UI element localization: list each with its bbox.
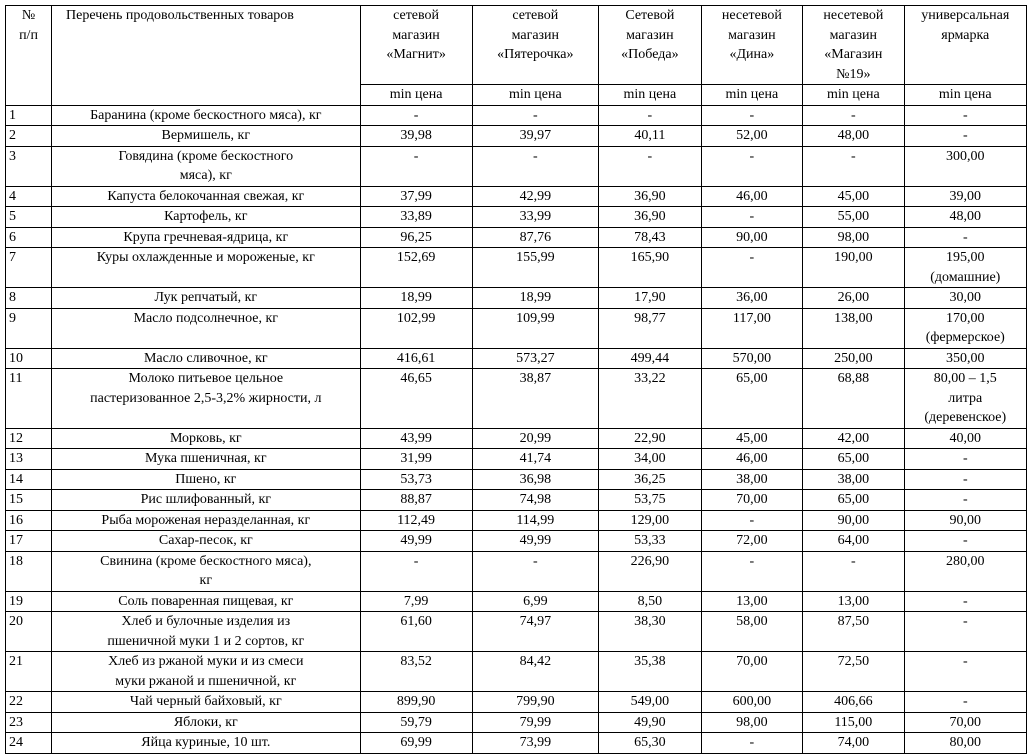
table-row	[6, 692, 1027, 713]
price-cell: 13,00	[701, 591, 802, 612]
price-cell: 48,00	[904, 207, 1026, 228]
price-cell: 78,43	[599, 227, 702, 248]
row-number: 8	[6, 288, 52, 309]
price-cell: 42,00	[803, 428, 904, 449]
table-row	[6, 308, 1027, 348]
price-cell: -	[904, 692, 1026, 713]
table-row	[6, 428, 1027, 449]
price-cell: -	[904, 531, 1026, 552]
price-cell: -	[803, 105, 904, 126]
price-cell: 84,42	[472, 652, 599, 692]
price-cell: -	[472, 551, 599, 591]
price-cell: 74,00	[803, 733, 904, 754]
price-cell: -	[599, 146, 702, 186]
product-name: Картофель, кг	[52, 207, 361, 228]
price-cell: -	[904, 469, 1026, 490]
price-cell: 129,00	[599, 510, 702, 531]
price-cell: 33,99	[472, 207, 599, 228]
price-cell: 31,99	[360, 449, 472, 470]
table-row	[6, 510, 1027, 531]
table-row	[6, 186, 1027, 207]
price-cell: 190,00	[803, 248, 904, 288]
row-number: 1	[6, 105, 52, 126]
product-name: Рыба мороженая неразделанная, кг	[52, 510, 361, 531]
price-cell: 43,99	[360, 428, 472, 449]
price-cell: -	[472, 105, 599, 126]
row-number: 16	[6, 510, 52, 531]
row-number: 6	[6, 227, 52, 248]
price-cell: 35,38	[599, 652, 702, 692]
price-cell: -	[904, 490, 1026, 511]
price-cell: -	[904, 449, 1026, 470]
product-name: Лук репчатый, кг	[52, 288, 361, 309]
price-cell: 55,00	[803, 207, 904, 228]
price-cell: -	[360, 551, 472, 591]
price-cell: 45,00	[701, 428, 802, 449]
price-cell: 280,00	[904, 551, 1026, 591]
price-cell: 13,00	[803, 591, 904, 612]
table-row	[6, 591, 1027, 612]
price-cell: 38,87	[472, 369, 599, 429]
product-name: Яблоки, кг	[52, 712, 361, 733]
price-cell: 38,30	[599, 612, 702, 652]
table-row	[6, 348, 1027, 369]
price-cell: 36,90	[599, 207, 702, 228]
header-store-fair: универсальная ярмарка	[904, 6, 1026, 85]
price-cell: 49,99	[360, 531, 472, 552]
row-number: 13	[6, 449, 52, 470]
price-cell: 41,74	[472, 449, 599, 470]
price-cell: 58,00	[701, 612, 802, 652]
price-cell: 39,97	[472, 126, 599, 147]
row-number: 12	[6, 428, 52, 449]
price-cell: 37,99	[360, 186, 472, 207]
price-cell: 600,00	[701, 692, 802, 713]
price-cell: 39,98	[360, 126, 472, 147]
price-cell: 39,00	[904, 186, 1026, 207]
price-cell: -	[701, 105, 802, 126]
product-name: Хлеб из ржаной муки и из смеси муки ржаной и пшеничной, кг	[52, 652, 361, 692]
row-number: 5	[6, 207, 52, 228]
price-cell: -	[803, 146, 904, 186]
price-cell: 98,00	[803, 227, 904, 248]
price-cell: 18,99	[472, 288, 599, 309]
price-cell: 36,90	[599, 186, 702, 207]
price-cell: 74,98	[472, 490, 599, 511]
price-cell: 38,00	[701, 469, 802, 490]
row-number: 20	[6, 612, 52, 652]
price-cell: 83,52	[360, 652, 472, 692]
price-cell: 79,99	[472, 712, 599, 733]
price-cell: 49,99	[472, 531, 599, 552]
row-number: 18	[6, 551, 52, 591]
price-cell: -	[904, 612, 1026, 652]
price-cell: 65,00	[803, 449, 904, 470]
price-cell: 73,99	[472, 733, 599, 754]
price-cell: 69,99	[360, 733, 472, 754]
table-row	[6, 612, 1027, 652]
price-cell: 36,98	[472, 469, 599, 490]
product-name: Морковь, кг	[52, 428, 361, 449]
price-cell: 138,00	[803, 308, 904, 348]
price-cell: 74,97	[472, 612, 599, 652]
price-cell: 70,00	[904, 712, 1026, 733]
price-cell: 115,00	[803, 712, 904, 733]
price-cell: 46,00	[701, 449, 802, 470]
price-cell: 22,90	[599, 428, 702, 449]
price-cell: 30,00	[904, 288, 1026, 309]
subheader-min-price: min цена	[360, 85, 472, 106]
price-cell: 65,30	[599, 733, 702, 754]
table-row	[6, 207, 1027, 228]
price-cell: 350,00	[904, 348, 1026, 369]
price-cell: 170,00 (фермерское)	[904, 308, 1026, 348]
price-cell: 570,00	[701, 348, 802, 369]
product-name: Молоко питьевое цельное пастеризованное 2,5-3,2% жирности, л	[52, 369, 361, 429]
price-cell: -	[904, 105, 1026, 126]
price-cell: -	[360, 105, 472, 126]
price-cell: 33,89	[360, 207, 472, 228]
row-number: 2	[6, 126, 52, 147]
price-cell: -	[701, 733, 802, 754]
price-cell: -	[701, 551, 802, 591]
price-cell: 38,00	[803, 469, 904, 490]
price-cell: -	[472, 146, 599, 186]
price-cell: 80,00	[904, 733, 1026, 754]
price-cell: -	[904, 591, 1026, 612]
price-cell: 799,90	[472, 692, 599, 713]
row-number: 11	[6, 369, 52, 429]
header-store-pobeda: Сетевой магазин «Победа»	[599, 6, 702, 85]
subheader-min-price: min цена	[701, 85, 802, 106]
table-row	[6, 531, 1027, 552]
product-name: Масло подсолнечное, кг	[52, 308, 361, 348]
price-cell: 87,50	[803, 612, 904, 652]
price-table	[5, 5, 1027, 754]
row-number: 23	[6, 712, 52, 733]
price-cell: 34,00	[599, 449, 702, 470]
price-cell: 80,00 – 1,5 литра (деревенское)	[904, 369, 1026, 429]
price-cell: 88,87	[360, 490, 472, 511]
table-row	[6, 652, 1027, 692]
product-name: Масло сливочное, кг	[52, 348, 361, 369]
price-cell: 112,49	[360, 510, 472, 531]
price-cell: 70,00	[701, 490, 802, 511]
price-cell: 102,99	[360, 308, 472, 348]
product-name: Капуста белокочанная свежая, кг	[52, 186, 361, 207]
price-cell: 549,00	[599, 692, 702, 713]
table-row	[6, 469, 1027, 490]
product-name: Хлеб и булочные изделия из пшеничной муки 1 и 2 сортов, кг	[52, 612, 361, 652]
table-row	[6, 712, 1027, 733]
product-name: Соль поваренная пищевая, кг	[52, 591, 361, 612]
price-cell: 53,33	[599, 531, 702, 552]
product-name: Говядина (кроме бескостного мяса), кг	[52, 146, 361, 186]
product-name: Рис шлифованный, кг	[52, 490, 361, 511]
price-cell: 52,00	[701, 126, 802, 147]
price-cell: 114,99	[472, 510, 599, 531]
price-cell: 65,00	[701, 369, 802, 429]
price-cell: 33,22	[599, 369, 702, 429]
price-cell: -	[599, 105, 702, 126]
row-number: 14	[6, 469, 52, 490]
price-cell: 72,00	[701, 531, 802, 552]
price-cell: 46,00	[701, 186, 802, 207]
price-cell: -	[360, 146, 472, 186]
row-number: 19	[6, 591, 52, 612]
price-cell: -	[904, 652, 1026, 692]
price-cell: 70,00	[701, 652, 802, 692]
price-cell: 48,00	[803, 126, 904, 147]
header-store-pyaterochka: сетевой магазин «Пятерочка»	[472, 6, 599, 85]
price-cell: 406,66	[803, 692, 904, 713]
price-cell: -	[904, 227, 1026, 248]
row-number: 15	[6, 490, 52, 511]
product-name: Баранина (кроме бескостного мяса), кг	[52, 105, 361, 126]
price-cell: -	[701, 248, 802, 288]
price-cell: 87,76	[472, 227, 599, 248]
price-cell: 6,99	[472, 591, 599, 612]
product-name: Чай черный байховый, кг	[52, 692, 361, 713]
product-name: Яйца куриные, 10 шт.	[52, 733, 361, 754]
price-cell: -	[701, 207, 802, 228]
price-cell: 40,11	[599, 126, 702, 147]
price-cell: 226,90	[599, 551, 702, 591]
price-cell: 109,99	[472, 308, 599, 348]
price-cell: 26,00	[803, 288, 904, 309]
price-cell: 117,00	[701, 308, 802, 348]
price-cell: -	[904, 126, 1026, 147]
product-name: Вермишель, кг	[52, 126, 361, 147]
price-cell: 64,00	[803, 531, 904, 552]
row-number: 4	[6, 186, 52, 207]
header-row	[6, 6, 1027, 85]
price-cell: 59,79	[360, 712, 472, 733]
row-number: 9	[6, 308, 52, 348]
price-cell: 7,99	[360, 591, 472, 612]
product-name: Пшено, кг	[52, 469, 361, 490]
price-cell: 98,00	[701, 712, 802, 733]
price-cell: 65,00	[803, 490, 904, 511]
row-number: 22	[6, 692, 52, 713]
table-row	[6, 733, 1027, 754]
price-cell: 300,00	[904, 146, 1026, 186]
price-cell: 20,99	[472, 428, 599, 449]
product-name: Мука пшеничная, кг	[52, 449, 361, 470]
table-body	[6, 105, 1027, 753]
row-number: 10	[6, 348, 52, 369]
product-name: Крупа гречневая-ядрица, кг	[52, 227, 361, 248]
price-cell: 573,27	[472, 348, 599, 369]
product-name: Куры охлажденные и мороженые, кг	[52, 248, 361, 288]
price-cell: 53,75	[599, 490, 702, 511]
price-cell: 250,00	[803, 348, 904, 369]
price-cell: 61,60	[360, 612, 472, 652]
row-number: 17	[6, 531, 52, 552]
table-header	[6, 6, 1027, 106]
table-row	[6, 126, 1027, 147]
price-cell: 899,90	[360, 692, 472, 713]
price-cell: 46,65	[360, 369, 472, 429]
table-row	[6, 551, 1027, 591]
row-number: 21	[6, 652, 52, 692]
price-cell: 68,88	[803, 369, 904, 429]
price-cell: 96,25	[360, 227, 472, 248]
price-cell: -	[701, 510, 802, 531]
row-number: 24	[6, 733, 52, 754]
price-cell: 98,77	[599, 308, 702, 348]
header-store-19: несетевой магазин «Магазин №19»	[803, 6, 904, 85]
row-number: 7	[6, 248, 52, 288]
subheader-min-price: min цена	[803, 85, 904, 106]
price-cell: 152,69	[360, 248, 472, 288]
product-name: Сахар-песок, кг	[52, 531, 361, 552]
table-row	[6, 146, 1027, 186]
table-row	[6, 248, 1027, 288]
price-cell: 8,50	[599, 591, 702, 612]
table-row	[6, 449, 1027, 470]
header-store-dina: несетевой магазин «Дина»	[701, 6, 802, 85]
price-cell: -	[803, 551, 904, 591]
price-cell: 90,00	[701, 227, 802, 248]
table-row	[6, 490, 1027, 511]
price-cell: 45,00	[803, 186, 904, 207]
product-name: Свинина (кроме бескостного мяса), кг	[52, 551, 361, 591]
price-cell: 72,50	[803, 652, 904, 692]
header-store-magnit: сетевой магазин «Магнит»	[360, 6, 472, 85]
price-cell: 42,99	[472, 186, 599, 207]
header-name: Перечень продовольственных товаров	[52, 6, 361, 106]
price-cell: 36,25	[599, 469, 702, 490]
subheader-min-price: min цена	[904, 85, 1026, 106]
price-cell: 499,44	[599, 348, 702, 369]
price-cell: 195,00 (домашние)	[904, 248, 1026, 288]
subheader-min-price: min цена	[599, 85, 702, 106]
price-cell: 90,00	[904, 510, 1026, 531]
price-cell: 155,99	[472, 248, 599, 288]
price-cell: 17,90	[599, 288, 702, 309]
table-row	[6, 227, 1027, 248]
price-cell: 18,99	[360, 288, 472, 309]
table-row	[6, 105, 1027, 126]
price-cell: 53,73	[360, 469, 472, 490]
price-cell: 165,90	[599, 248, 702, 288]
subheader-min-price: min цена	[472, 85, 599, 106]
price-cell: -	[701, 146, 802, 186]
price-cell: 416,61	[360, 348, 472, 369]
table-row	[6, 369, 1027, 429]
row-number: 3	[6, 146, 52, 186]
table-row	[6, 288, 1027, 309]
header-num: № п/п	[6, 6, 52, 106]
price-cell: 90,00	[803, 510, 904, 531]
price-cell: 40,00	[904, 428, 1026, 449]
price-cell: 49,90	[599, 712, 702, 733]
price-cell: 36,00	[701, 288, 802, 309]
